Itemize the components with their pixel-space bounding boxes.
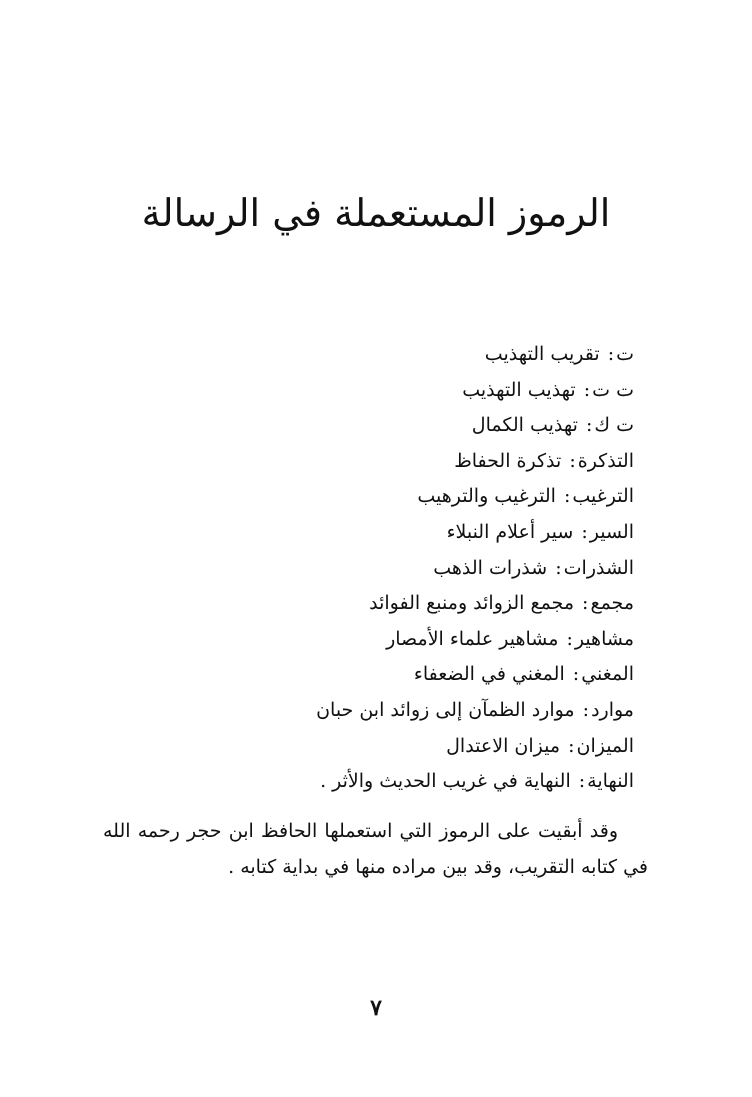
abbreviation-item [74,444,634,480]
abbreviation-separator: : [582,698,590,721]
abbreviation-value: تذكرة الحفاظ [454,449,562,472]
abbreviation-separator: : [569,449,576,472]
abbreviation-value: تقريب التهذيب [484,343,600,365]
abbreviation-key: مشاهير [574,627,634,650]
abbreviation-item [74,515,634,551]
abbreviation-item [74,764,634,800]
abbreviation-value: مجمع الزوائد ومنبع الفوائد [369,592,574,615]
abbreviation-separator: : [582,592,589,615]
abbreviation-key: النهاية [587,770,634,793]
abbreviation-key: ت ت [592,378,634,401]
abbreviation-item [74,586,634,622]
abbreviation-separator: : [578,770,586,793]
abbreviation-value: مشاهير علماء الأمصار [386,627,559,650]
abbreviation-key: التذكرة [577,449,634,472]
abbreviation-key: المغني [581,663,634,686]
abbreviation-item [74,729,634,765]
abbreviation-key: الميزان [576,734,634,757]
abbreviation-key: ت [616,343,634,365]
abbreviation-key: ت ك [594,414,634,437]
abbreviation-separator: : [583,378,591,401]
abbreviation-separator: : [568,734,575,757]
abbreviation-value: تهذيب التهذيب [462,378,576,401]
abbreviation-separator: : [563,485,571,508]
abbreviation-value: المغني في الضعفاء [413,663,565,686]
abbreviation-separator: : [555,556,562,579]
abbreviation-item [74,337,634,373]
abbreviation-separator: : [607,343,615,365]
abbreviation-value: ميزان الاعتدال [446,734,561,757]
abbreviation-item [74,408,634,444]
abbreviation-item [74,479,634,515]
closing-note [103,813,648,885]
page-title: الرموز المستعملة في الرسالة [141,191,611,235]
abbreviation-list [74,337,634,800]
abbreviation-key: الشذرات [563,556,634,579]
abbreviation-item [74,373,634,409]
abbreviation-item [74,622,634,658]
abbreviation-key: مجمع [590,592,634,615]
abbreviation-item [74,693,634,729]
abbreviation-item [74,657,634,693]
abbreviation-separator: : [586,414,593,437]
abbreviation-value: سير أعلام النبلاء [446,520,574,543]
abbreviation-separator: : [581,520,588,543]
abbreviation-value: الترغيب والترهيب [417,485,556,508]
abbreviation-separator: : [566,627,573,650]
abbreviation-key: الترغيب [572,485,634,508]
closing-note-text: وقد أبقيت على الرموز التي استعملها الحافظ ابن حجر رحمه الله في كتابه التقريب، وقد بين مراده منها في بداية كتابه . [103,820,648,878]
page-number: ٧ [370,995,382,1021]
abbreviation-key: السير [589,520,634,543]
abbreviation-value: موارد الظمآن إلى زوائد ابن حبان [316,698,575,721]
abbreviation-value: النهاية في غريب الحديث والأثر . [320,770,571,793]
abbreviation-value: شذرات الذهب [433,556,548,579]
abbreviation-key: موارد [591,698,634,721]
abbreviation-separator: : [572,663,580,686]
abbreviation-item [74,551,634,587]
abbreviation-value: تهذيب الكمال [471,414,578,437]
